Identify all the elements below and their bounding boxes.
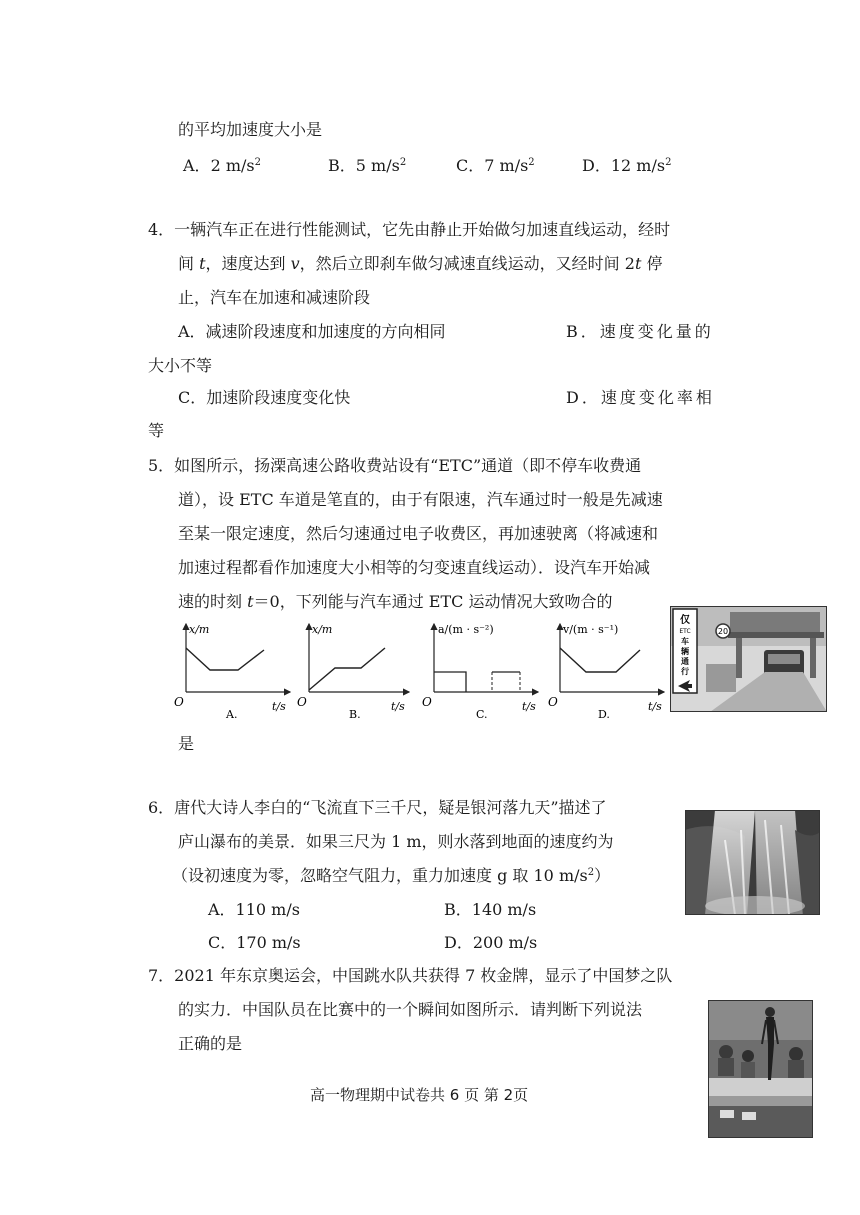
graph-curve	[560, 648, 640, 672]
q4-line-1: 4．一辆汽车正在进行性能测试，它先由静止开始做匀加速直线运动，经时	[148, 220, 671, 239]
y-axis-label: v/(m · s⁻¹)	[563, 623, 619, 636]
text: ＝0，下列能与汽车通过 ETC 运动情况大致吻合的	[253, 592, 613, 611]
graph-letter: B.	[349, 708, 361, 721]
sign-text: 通	[681, 657, 689, 666]
q6-line-2: 庐山瀑布的美景．如果三尺为 1 m，则水落到地面的速度约为	[178, 832, 614, 851]
q3-option-d[interactable]	[582, 156, 671, 176]
y-axis-label: a/(m · s⁻²)	[438, 623, 494, 636]
etc-toll-photo	[670, 606, 827, 712]
option-value: 2 m/s	[210, 156, 255, 175]
q5-line-1: 5．如图所示，扬溧高速公路收费站设有“ETC”通道（即不停车收费通	[148, 456, 642, 475]
q4-option-c[interactable]: C．加速阶段速度变化快	[178, 388, 351, 407]
origin-label: O	[548, 695, 558, 709]
text: 停	[641, 254, 663, 273]
diver-photo	[708, 1000, 813, 1138]
q5-line-4: 加速过程都看作加速度大小相等的匀变速直线运动）．设汽车开始减	[178, 558, 651, 577]
sign-text: 行	[681, 667, 689, 676]
q3-option-c[interactable]	[456, 156, 535, 176]
q6-line-1: 6．唐代大诗人李白的“飞流直下三千尺，疑是银河落九天”描述了	[148, 798, 607, 817]
option-value: 12 m/s	[610, 156, 666, 175]
q4-option-d-wrap: 等	[148, 421, 165, 440]
text: ，速度达到	[205, 254, 291, 273]
q4-line-2	[178, 254, 662, 274]
q6-option-a[interactable]: A．110 m/s	[208, 900, 300, 919]
option-value: 7 m/s	[484, 156, 529, 175]
q4-option-b[interactable]: B．速度变化量的	[566, 322, 714, 341]
q7-line-3: 正确的是	[178, 1034, 243, 1053]
graph-curve	[434, 672, 466, 692]
sign-text: 仅	[680, 615, 690, 626]
x-axis-label: t/s	[272, 700, 286, 713]
superscript: 2	[587, 867, 595, 878]
y-axis-label: x/m	[312, 623, 333, 636]
q7-line-2: 的实力．中国队员在比赛中的一个瞬间如图所示．请判断下列说法	[178, 1000, 643, 1019]
q4-line-3: 止，汽车在加速和减速阶段	[178, 288, 371, 307]
var-t: t	[247, 592, 254, 611]
x-axis-label: t/s	[391, 700, 405, 713]
var-t: t	[634, 254, 642, 273]
graph-c[interactable]	[420, 618, 544, 726]
x-axis-label: t/s	[648, 700, 662, 713]
origin-label: O	[422, 695, 432, 709]
var-v: v	[290, 254, 300, 273]
option-letter: B．	[328, 156, 356, 175]
graph-letter: D.	[598, 708, 610, 721]
y-axis-label: x/m	[189, 623, 210, 636]
graph-letter: A.	[226, 708, 238, 721]
origin-label: O	[297, 695, 307, 709]
q5-line-2: 道），设 ETC 车道是笔直的，由于有限速，汽车通过时一般是先减速	[178, 490, 663, 509]
sign-text: ETC	[679, 628, 691, 635]
q4-option-d[interactable]: D．速度变化率相	[566, 388, 715, 407]
text: ）	[594, 866, 611, 885]
graph-b[interactable]	[295, 618, 417, 726]
origin-label: O	[174, 695, 184, 709]
x-axis-label: t/s	[522, 700, 536, 713]
q5-line-5	[178, 592, 612, 612]
q7-line-1: 7．2021 年东京奥运会，中国跳水队共获得 7 枚金牌，显示了中国梦之队	[148, 966, 673, 985]
q5-line-6: 是	[178, 734, 195, 753]
graph-d[interactable]	[546, 618, 670, 726]
option-letter: A．	[183, 156, 211, 175]
option-letter: D．	[582, 156, 611, 175]
var-t: t	[199, 254, 206, 273]
q6-option-d[interactable]: D．200 m/s	[444, 933, 538, 952]
text: 速的时刻	[178, 592, 248, 611]
text: 间	[178, 254, 200, 273]
graph-curve	[186, 648, 264, 670]
option-letter: C．	[456, 156, 485, 175]
q4-option-a[interactable]: A．减速阶段速度和加速度的方向相同	[178, 322, 446, 341]
sign-text: 辆	[681, 647, 689, 656]
graph-letter: C.	[476, 708, 488, 721]
speed-sign-value: 20	[717, 627, 729, 636]
q6-option-c[interactable]: C．170 m/s	[208, 933, 301, 952]
page-footer: 高一物理期中试卷共 6 页 第 2页	[310, 1086, 529, 1104]
q4-option-b-wrap: 大小不等	[148, 356, 213, 375]
text: （设初速度为零，忽略空气阻力，重力加速度 g 取 10 m/s	[172, 866, 588, 885]
superscript: 2	[399, 157, 407, 168]
waterfall-photo	[685, 810, 820, 915]
q3-option-a[interactable]	[183, 156, 261, 176]
text: ，然后立即刹车做匀减速直线运动，又经时间 2	[299, 254, 635, 273]
q6-option-b[interactable]: B．140 m/s	[444, 900, 537, 919]
graph-a[interactable]	[172, 618, 294, 726]
q6-line-3	[172, 866, 610, 886]
superscript: 2	[665, 157, 672, 168]
sign-text: 车	[681, 637, 689, 646]
superscript: 2	[528, 157, 535, 168]
superscript: 2	[254, 157, 261, 168]
diver-head	[765, 1007, 775, 1017]
q5-line-3: 至某一限定速度，然后匀速通过电子收费区，再加速驶离（将减速和	[178, 524, 659, 543]
q3-continuation: 的平均加速度大小是	[178, 120, 323, 139]
option-value: 5 m/s	[355, 156, 400, 175]
q3-option-b[interactable]	[328, 156, 406, 176]
graph-curve	[309, 648, 385, 690]
